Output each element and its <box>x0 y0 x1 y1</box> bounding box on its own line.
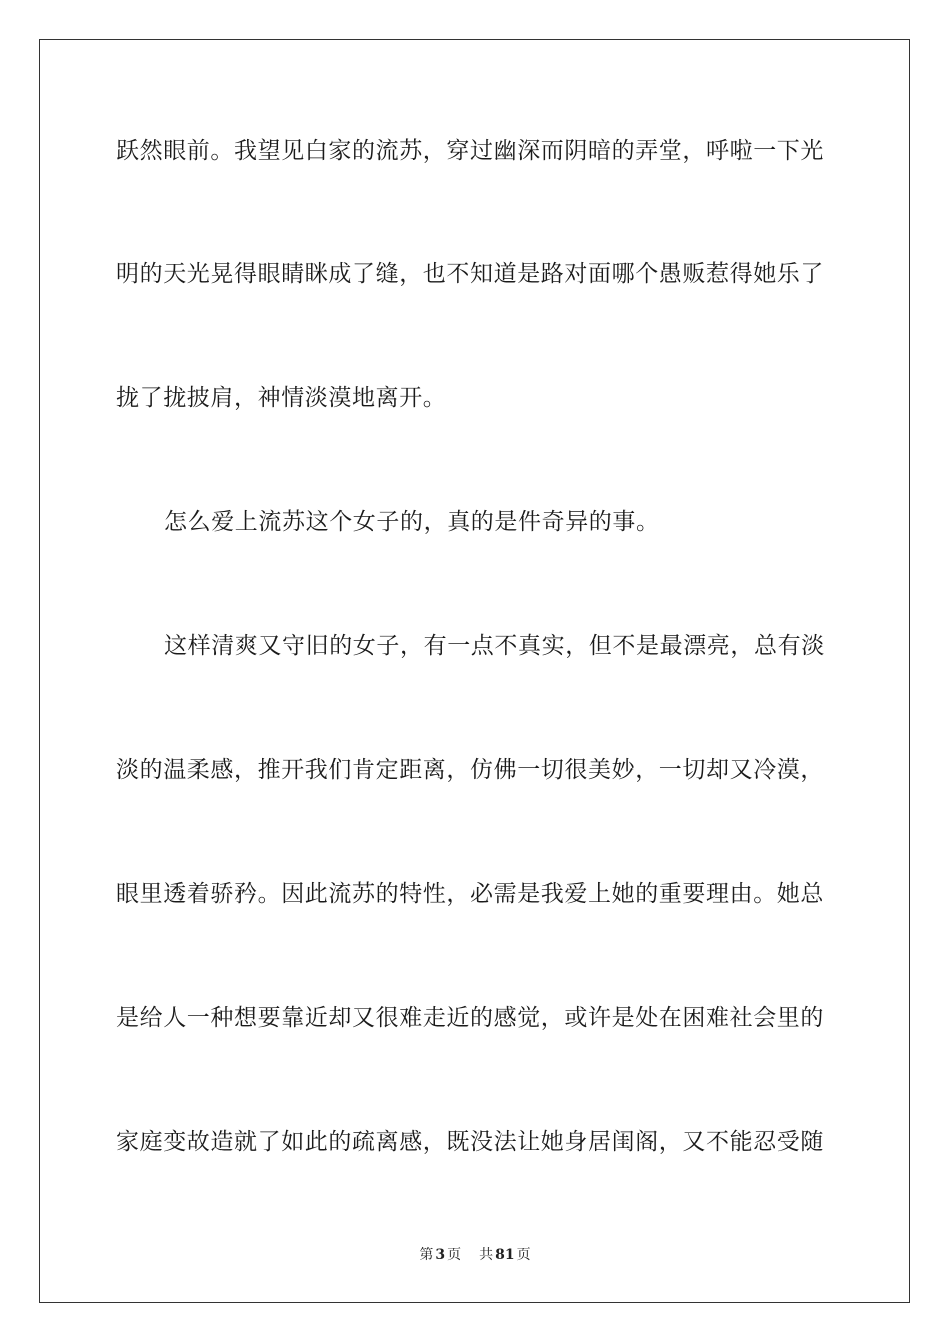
page-footer <box>0 1246 950 1264</box>
text-line-9: 家庭变故造就了如此的疏离感，既没法让她身居闺阁，又不能忍受随 <box>116 1129 824 1155</box>
text-line-7: 眼里透着骄矜。因此流苏的特性，必需是我爱上她的重要理由。她总 <box>116 881 824 907</box>
page-prefix: 第 <box>419 1247 434 1263</box>
page-frame <box>39 39 910 1303</box>
text-line-8: 是给人一种想要靠近却又很难走近的感觉，或许是处在困难社会里的 <box>116 1005 824 1031</box>
text-line-6: 淡的温柔感，推开我们肯定距离，仿佛一切很美妙，一切却又冷漠， <box>116 757 824 783</box>
text-line-3: 拢了拢披肩，神情淡漠地离开。 <box>116 385 447 411</box>
text-line-2: 明的天光晃得眼睛眯成了缝，也不知道是路对面哪个愚贩惹得她乐了 <box>116 261 824 287</box>
page-suffix: 页 <box>447 1247 462 1263</box>
page-number: 3 <box>435 1247 446 1263</box>
text-line-1: 跃然眼前。我望见白家的流苏，穿过幽深而阴暗的弄堂，呼啦一下光 <box>116 138 824 164</box>
total-prefix: 共 <box>479 1247 494 1263</box>
total-pages: 81 <box>495 1247 515 1263</box>
text-line-4: 怎么爱上流苏这个女子的，真的是件奇异的事。 <box>164 509 660 535</box>
total-suffix: 页 <box>516 1247 531 1263</box>
text-line-5: 这样清爽又守旧的女子，有一点不真实，但不是最漂亮，总有淡 <box>164 633 825 659</box>
